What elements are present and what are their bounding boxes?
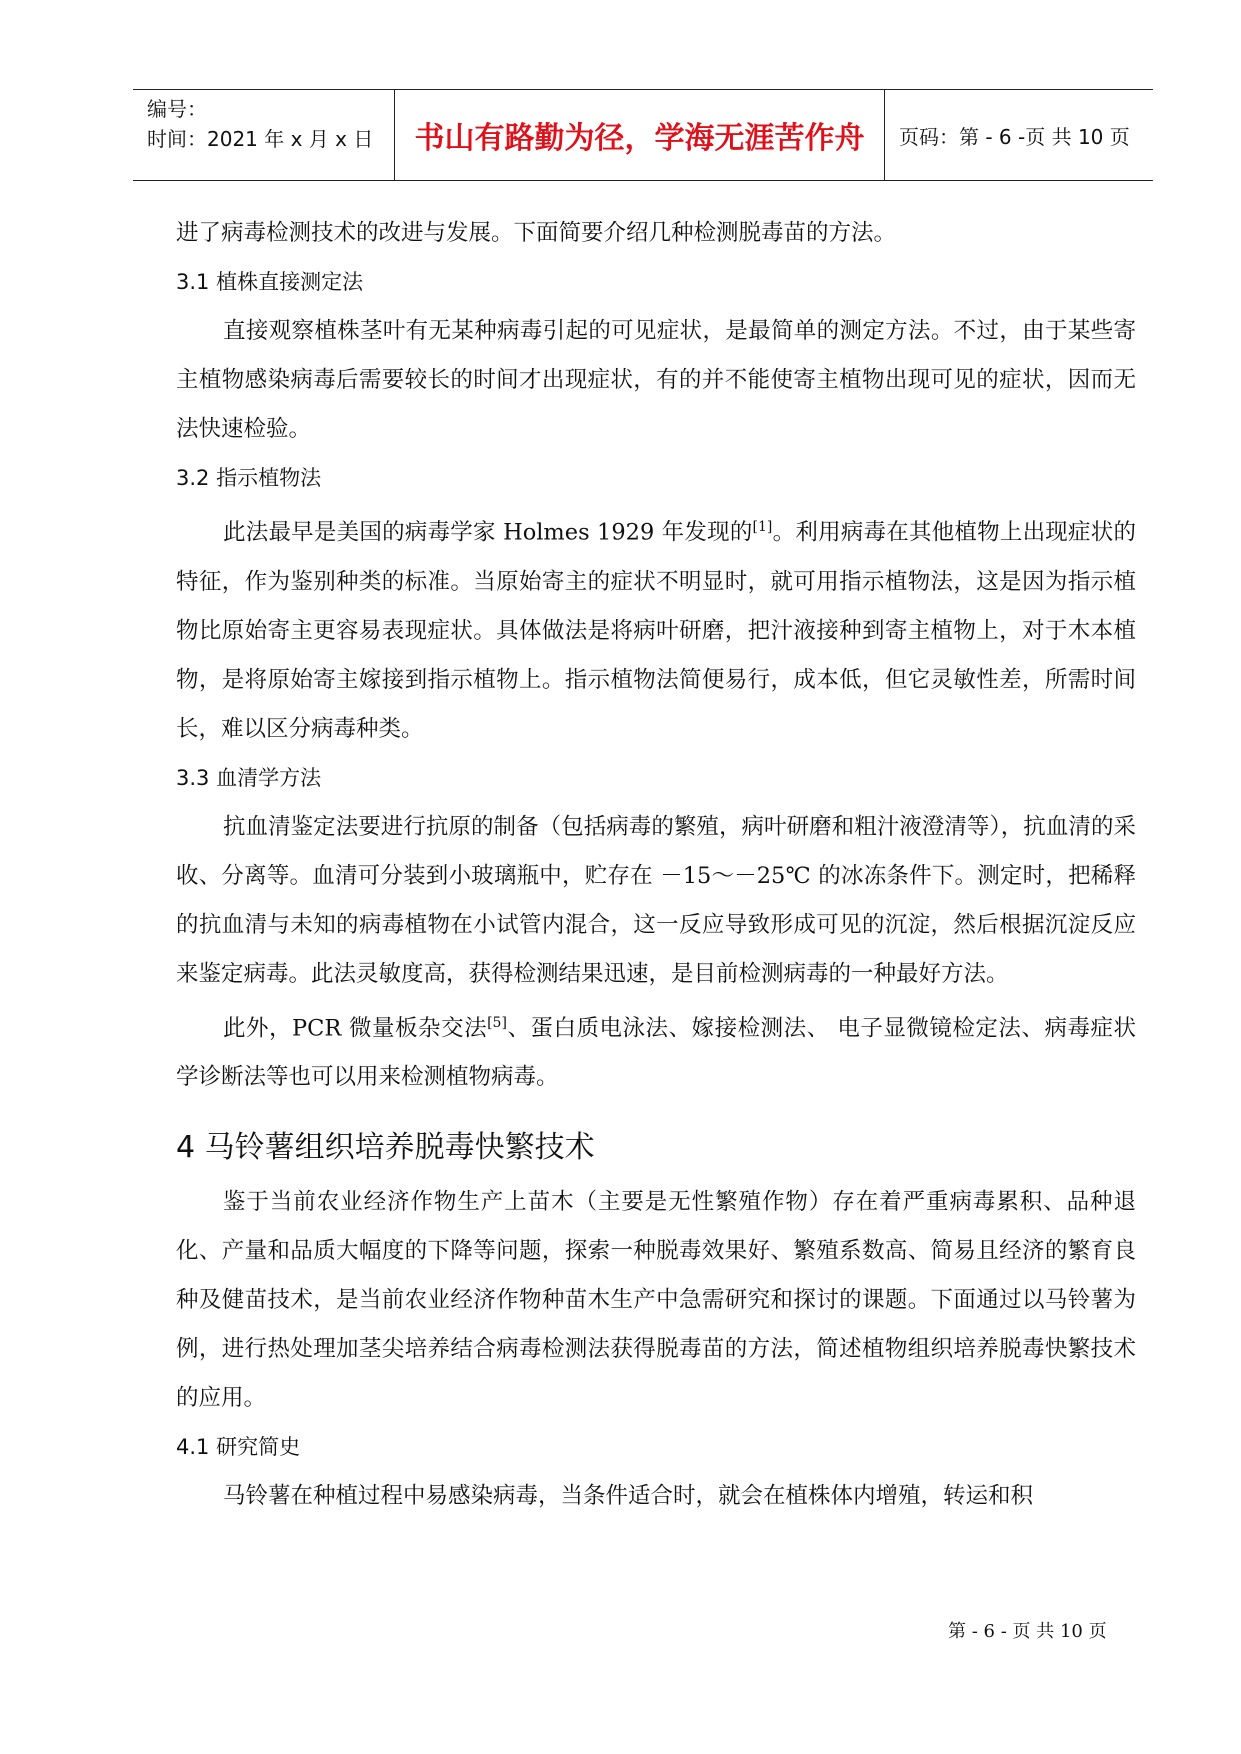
paragraph-other-rest: 、蛋白质电泳法、嫁接检测法、 电子显微镜检定法、病毒症状学诊断法等也可以用来检测植物病毒。 xyxy=(176,1015,1136,1090)
header-page-label: 页码：第 - 6 -页 共 10 页 xyxy=(899,124,1130,149)
paragraph-4-intro: 鉴于当前农业经济作物生产上苗木（主要是无性繁殖作物）存在着严重病毒累积、品种退化、产量和品质大幅度的下降等问题，探索一种脱毒效果好、繁殖系数高、简易且经济的繁育良种及健苗技术，是当前农业经济作物种苗木生产中急需研究和探讨的课题。下面通过以马铃薯为例，进行热处理加茎尖培养结合病毒检测法获得脱毒苗的方法，简述植物组织培养脱毒快繁技术的应用。 xyxy=(176,1189,1136,1411)
subsection-3-2-title: 3.2 指示植物法 xyxy=(176,466,322,490)
document-number-label: 编号： xyxy=(147,97,207,121)
page-header xyxy=(133,89,1153,181)
paragraph-4-1: 马铃薯在种植过程中易感染病毒，当条件适合时，就会在植株体内增殖，转运和积 xyxy=(223,1483,1034,1509)
document-time-label: 时间：2021 年 x 月 x 日 xyxy=(147,127,374,151)
paragraph-3-2 xyxy=(176,503,1136,754)
paragraph-3-2-start: 此法最早是美国的病毒学家 Holmes 1929 年发现的 xyxy=(223,519,753,546)
section-4-title: 4 马铃薯组织培养脱毒快繁技术 xyxy=(176,1130,595,1165)
page-footer: 第 - 6 - 页 共 10 页 xyxy=(948,1621,1107,1642)
subsection-3-3-title: 3.3 血清学方法 xyxy=(176,765,322,790)
document-body xyxy=(176,209,1136,1521)
header-meta xyxy=(133,90,395,180)
paragraph-other-methods xyxy=(176,999,1136,1103)
paragraph-3-1: 直接观察植株茎叶有无某种病毒引起的可见症状，是最简单的测定方法。不过，由于某些寄主植物感染病毒后需要较长的时间才出现症状，有的并不能使寄主植物出现可见的症状，因而无法快速检验。 xyxy=(176,318,1136,442)
paragraph-3-2-rest: 。利用病毒在其他植物上出现症状的特征，作为鉴别种类的标准。当原始寄主的症状不明显时，就可用指示植物法，这是因为指示植物比原始寄主更容易表现症状。具体做法是将病叶研磨，把汁液接种到寄主植物上，对于木本植物，是将原始寄主嫁接到指示植物上。指示植物法简便易行，成本低，但它灵敏性差，所需时间长，难以区分病毒种类。 xyxy=(176,519,1136,742)
header-motto: 书山有路勤为径，学海无涯苦作舟 xyxy=(395,90,885,180)
citation-5: [5] xyxy=(487,1014,507,1031)
citation-1: [1] xyxy=(752,519,773,535)
paragraph-other-start: 此外，PCR 微量板杂交法 xyxy=(223,1015,488,1041)
paragraph-3-3: 抗血清鉴定法要进行抗原的制备（包括病毒的繁殖，病叶研磨和粗汁液澄清等），抗血清的采收、分离等。血清可分装到小玻璃瓶中，贮存在 －15～－25℃ 的冰冻条件下。测定时，把稀释的抗血清与未知的病毒植物在小试管内混合，这一反应导致形成可见的沉淀，然后根据沉淀反应来鉴定病毒。此法灵敏度高，获得检测结果迅速，是目前检测病毒的一种最好方法。 xyxy=(176,813,1136,987)
paragraph-intro: 进了病毒检测技术的改进与发展。下面简要介绍几种检测脱毒苗的方法。 xyxy=(176,220,897,246)
subsection-3-1-title: 3.1 植株直接测定法 xyxy=(176,270,364,294)
subsection-4-1-title: 4.1 研究简史 xyxy=(176,1435,301,1459)
